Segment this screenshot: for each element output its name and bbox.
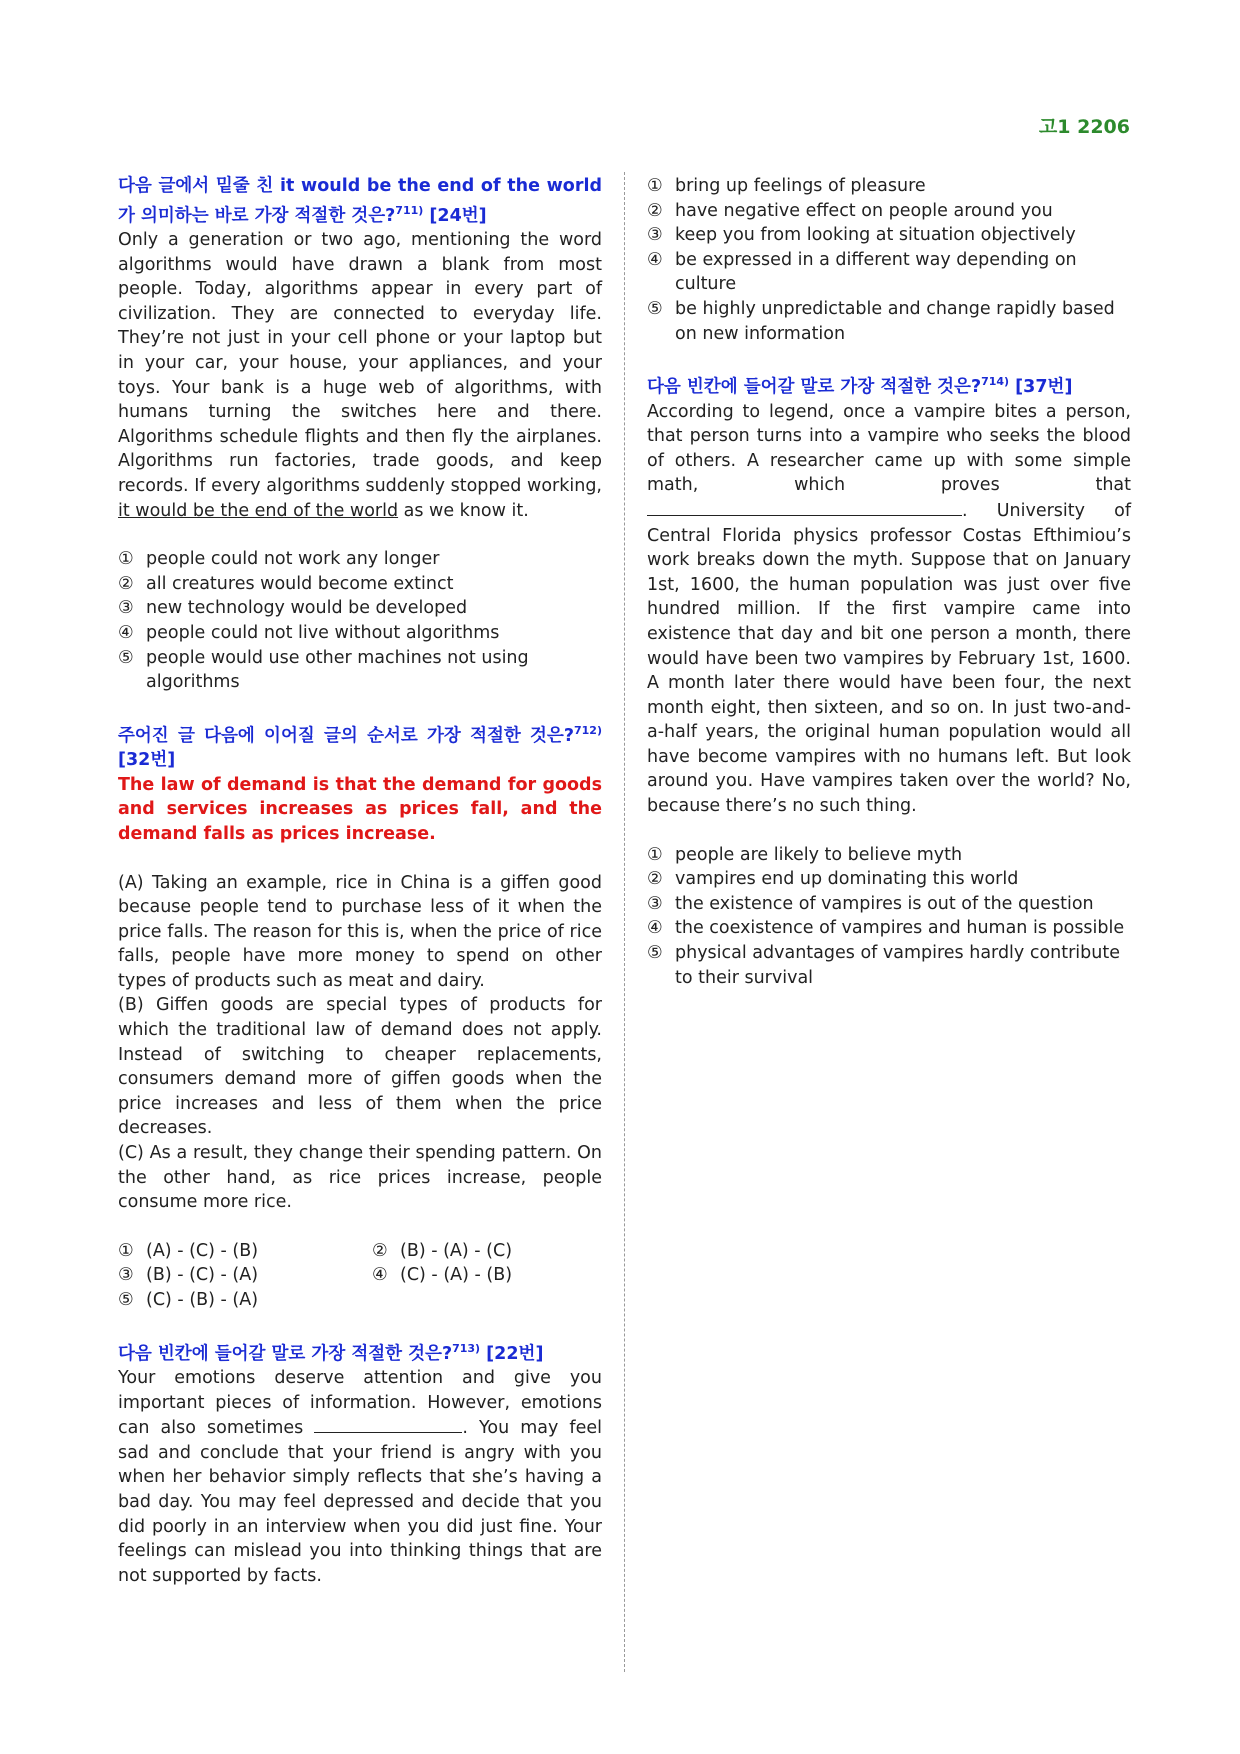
option-3[interactable]: ③ the existence of vampires is out of the question [647,893,1094,914]
option-4[interactable]: ④ (C) - (A) - (B) [372,1265,513,1286]
option-1[interactable]: ① bring up feelings of pleasure [647,176,926,196]
question-number: 712) [574,723,602,737]
q713-answer-options [647,174,1131,346]
given-sentence: The law of demand is that the demand for goods and services increases as prices fall, and the demand falls as prices increase. [118,774,602,844]
option-3[interactable]: ③ (B) - (C) - (A) [118,1265,259,1286]
question-title: 주어진 글 다음에 이어질 글의 순서로 가장 적절한 것은?$^{712)}$ [32번] [118,723,602,771]
answer-blank [314,1415,462,1433]
question-712 [118,719,602,1313]
option-1[interactable]: ① people could not work any longer [118,549,440,570]
option-4[interactable]: ④ the coexistence of vampires and human is possible [647,918,1125,939]
question-number: 714) [981,375,1010,389]
question-713 [118,1337,602,1589]
question-title: 다음 빈칸에 들어갈 말로 가장 적절한 것은?$^{714)}$ [37번] [647,375,1073,397]
option-5[interactable]: ⑤ (C) - (B) - (A) [118,1290,259,1310]
option-1[interactable]: ① (A) - (C) - (B) [118,1240,259,1261]
question-tag: [24번] [423,205,487,226]
answer-blank [647,498,962,516]
option-5[interactable]: ⑤ physical advantages of vampires hardly contribute to their survival [647,943,1120,988]
question-number: 713) [452,1341,481,1355]
column-divider [624,172,625,1672]
option-5[interactable]: ⑤ people would use other machines not using algorithms [118,647,529,693]
option-2[interactable]: ② (B) - (A) - (C) [372,1240,513,1261]
answer-options [118,1239,602,1313]
question-tag: [32번] [118,750,176,771]
passage: Only a generation or two ago, mentioning the word algorithms would have drawn a blank from most people. Today, algorithms appear in every part of civilization. They are connected to everyday life. They’re not just in your cell phone or your laptop but in your car, your house, your appliances, and your toys. Your bank is a huge web of algorithms, with humans turning the switches here and there. Algorithms schedule flights and then fly the airplanes. Algorithms run factories, trade goods, and keep records. If every algorithms suddenly stopped working, it would be the end of the world as we know it. [118,230,602,521]
option-3[interactable]: ③ keep you from looking at situation objectively [647,225,1076,246]
underlined-phrase: it would be the end of the world [118,500,399,521]
question-711 [118,174,602,695]
page-tag: 고1 2206 [1038,116,1130,138]
option-2[interactable]: ② have negative effect on people around you [647,200,1053,221]
option-4[interactable]: ④ be expressed in a different way depending on culture [647,249,1077,295]
question-number: 711) [395,203,424,217]
question-tag: [22번] [480,1343,544,1364]
option-5[interactable]: ⑤ be highly unpredictable and change rapidly based on new information [647,298,1115,344]
answer-options [118,547,602,695]
question-title: 다음 빈칸에 들어갈 말로 가장 적절한 것은?$^{713)}$ [22번] [118,1341,544,1364]
option-4[interactable]: ④ people could not live without algorithms [118,622,500,643]
option-3[interactable]: ③ new technology would be developed [118,598,468,619]
passage: According to legend, once a vampire bites a person, that person turns into a vampire who seeks the blood of others. A researcher came up with some simple math, which proves that . University of Central Florida physics professor Costas Efthimiou’s work breaks down the myth. Suppose that on January 1st, 1600, the human population was just over five hundred million. If the first vampire came into existence that day and bit one person a month, there would have been two vampires by February 1st, 1600. A month later there would have been four, the next month eight, then sixteen, and so on. In just two-and-a-half years, the original human population would all have become vampires with no humans left. But look around you. Have vampires taken over the world? No, because there’s no such thing. [647,401,1131,817]
paragraph-b: (B) Giffen goods are special types of products for which the traditional law of demand does not apply. Instead of switching to cheaper replacements, consumers demand more of giffen goods when the price increases and less of them when the price decreases. [118,995,602,1139]
option-1[interactable]: ① people are likely to believe myth [647,844,963,865]
question-714 [647,370,1131,990]
question-title: 다음 글에서 밑줄 친 it would be the end of the world가 의미하는 바로 가장 적절한 것은?$^{711)}$ [24번] [118,176,602,226]
left-column [118,174,602,1588]
passage: Your emotions deserve attention and give you important pieces of information. However, emotions can also sometimes . You may feel sad and conclude that your friend is angry with you when her behavior simply reflects that she’s having a bad day. You may feel depressed and decide that you did poorly in an interview when you did just fine. Your feelings can mislead you into thinking things that are not supported by facts. [118,1368,602,1586]
option-2[interactable]: ② vampires end up dominating this world [647,869,1019,890]
answer-options [647,843,1131,991]
paragraph-c: (C) As a result, they change their spending pattern. On the other hand, as rice prices increase, people consume more rice. [118,1143,602,1213]
paragraph-a: (A) Taking an example, rice in China is a giffen good because people tend to purchase less of it when the price falls. The reason for this is, when the price of rice falls, people have more money to spend on other types of products such as meat and dairy. [118,872,602,991]
right-column [647,174,1131,990]
question-tag: [37번] [1009,376,1073,397]
option-2[interactable]: ② all creatures would become extinct [118,573,454,594]
